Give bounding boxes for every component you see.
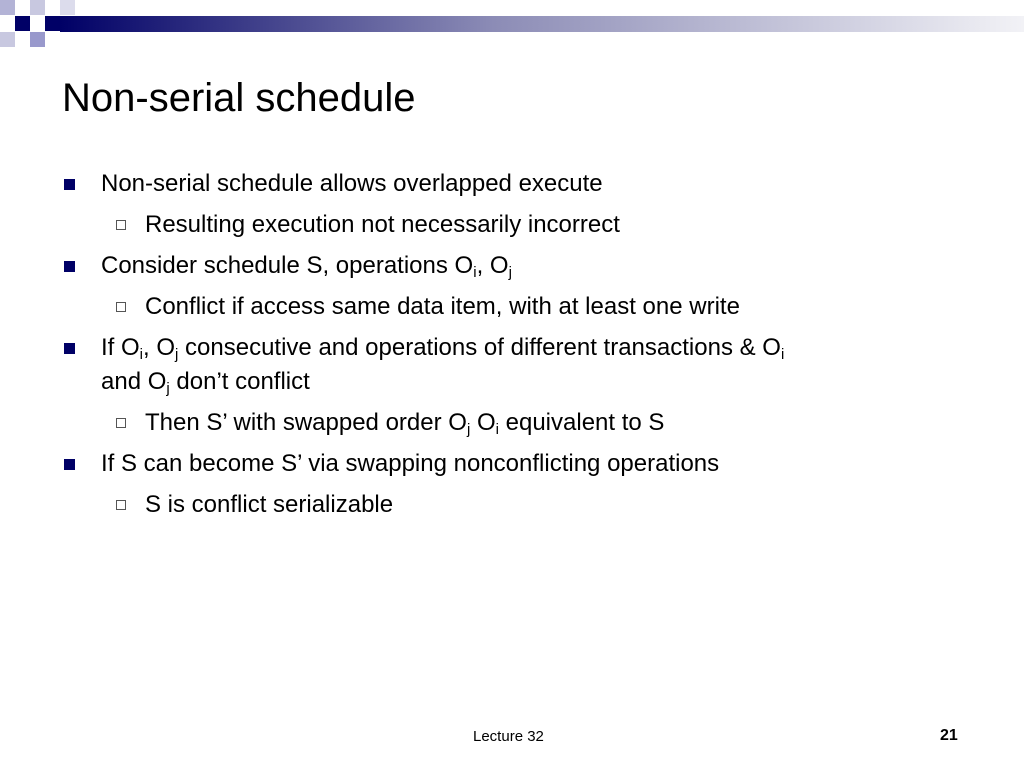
text-run: and O [101, 368, 167, 395]
text-run: equivalent to S [498, 409, 665, 436]
text-run: O [470, 409, 496, 436]
text-run: Resulting execution not necessarily incorrect [145, 211, 620, 238]
hollow-square-bullet-icon [116, 418, 126, 428]
sub-bullet-item [145, 208, 620, 242]
text-run: S is conflict serializable [145, 491, 394, 518]
bullet-item [101, 167, 603, 201]
text-run: Consider schedule S, operations O [101, 252, 474, 279]
subscript: i [139, 346, 144, 363]
bullet-square-icon [64, 459, 75, 470]
bullet-square-icon [64, 261, 75, 272]
bullet-item [101, 447, 719, 481]
slide-number: 21 [940, 727, 958, 744]
text-run: , O [476, 252, 509, 279]
subscript: i [495, 421, 499, 438]
text-run: If S can become S’ via swapping nonconflicting operations [101, 450, 720, 477]
subscript: i [780, 346, 785, 363]
text-run: Conflict if access same data item, with at least one write [145, 293, 740, 320]
sub-bullet-item [145, 488, 393, 522]
subscript: i [473, 264, 477, 281]
hollow-square-bullet-icon [116, 500, 126, 510]
text-run: Then S’ with swapped order O [145, 409, 467, 436]
bullet-square-icon [64, 179, 75, 190]
hollow-square-bullet-icon [116, 220, 126, 230]
text-run: consecutive and operations of different transactions & O [178, 334, 781, 361]
subscript: j [175, 346, 179, 363]
bullet-item [101, 249, 512, 283]
text-run: If O [101, 334, 140, 361]
sub-bullet-item [145, 406, 664, 440]
text-run: , O [143, 334, 176, 361]
slide-title: Non-serial schedule [62, 76, 416, 120]
bullet-square-icon [64, 343, 75, 354]
hollow-square-bullet-icon [116, 302, 126, 312]
subscript: j [166, 380, 170, 397]
sub-bullet-item [145, 290, 740, 324]
bullet-item-line [101, 365, 310, 399]
subscript: j [508, 264, 512, 281]
bullet-item-line [101, 331, 784, 365]
footer-lecture-label: Lecture 32 [473, 728, 544, 745]
text-run: don’t conflict [169, 368, 310, 395]
subscript: j [466, 421, 471, 438]
text-run: Non-serial schedule allows overlapped execute [101, 170, 603, 197]
